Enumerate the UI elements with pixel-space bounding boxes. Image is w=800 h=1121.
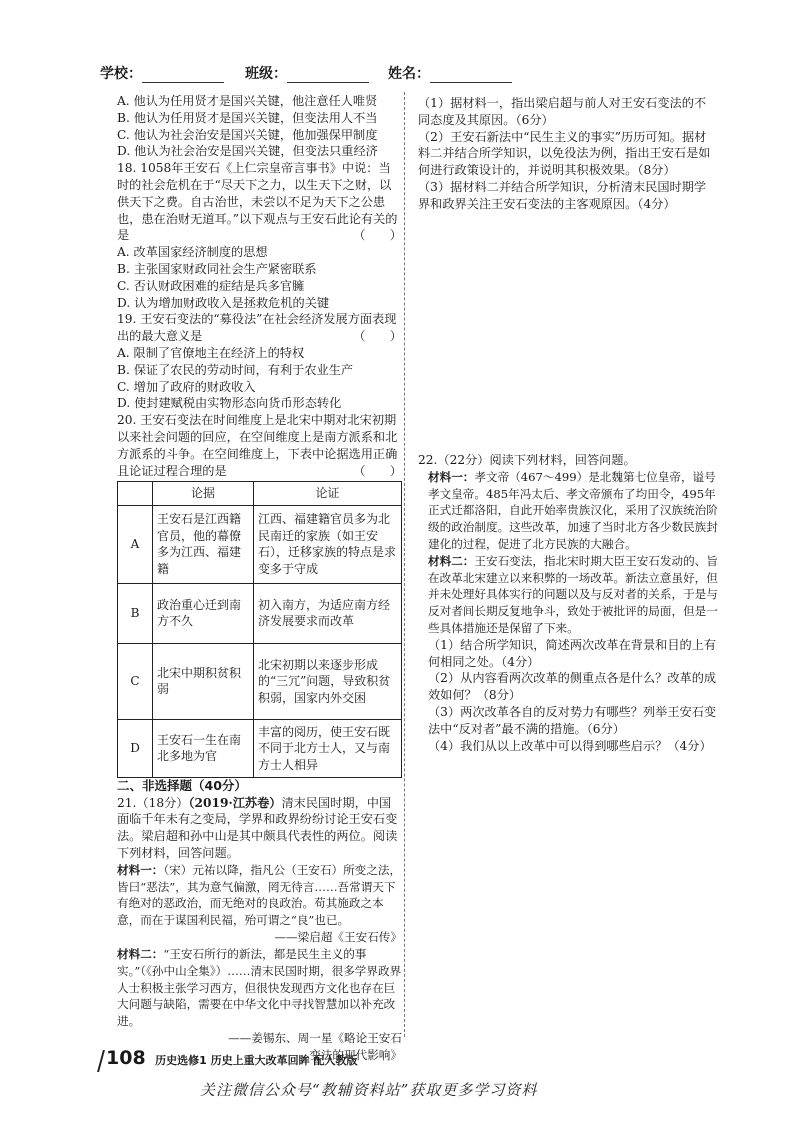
row-basis: 北宋中期积贫积弱 (153, 643, 254, 719)
watermark-text: 关注微信公众号“教辅资料站”获取更多学习资料 (200, 1081, 538, 1099)
q22-subquestion-1: （1）结合所学知识，简述两次改革在背景和目的上有何相同之处。（4分） (428, 637, 717, 669)
q22-material-2 (418, 553, 718, 637)
q20-answer-paren: （ ） (353, 463, 402, 478)
table-header-row (118, 482, 402, 506)
class-blank (287, 66, 369, 83)
question-21 (117, 795, 402, 1064)
q22-subquestion-3: （3）两次改革各自的反对势力有哪些？列举王安石变法中“反对者”最不满的措施。（6分） (428, 704, 717, 736)
student-info-header (100, 63, 720, 85)
q18-stem: 18. 1058年王安石《上仁宗皇帝言事书》中说：当时的社会危机在于“尽天下之力，以生天下之财，以供天下之费。自古治世，未尝以不足为天下之公患也，患在治财无道耳。”以下观点与王安石此论有关的是 (117, 161, 398, 243)
q21-m2-source-line2: 变法的现代影响》 (309, 1047, 402, 1062)
q18-option-d: D. 认为增加财政收入是拯救危机的关键 (117, 295, 330, 310)
row-basis: 王安石一生在南北多地为官 (153, 719, 254, 777)
q21-m2-source-line1: ——姜锡东、周一星《略论王安石 (228, 1030, 402, 1045)
row-key: C (118, 643, 153, 719)
q21-material-2 (117, 946, 402, 1030)
q21-subquestion-3: （3）据材料二并结合所学知识，分析清末民国时期学界和政界关注王安石变法的主客观原因。（4分） (418, 179, 707, 211)
table-header-argument: 论证 (254, 482, 402, 506)
q22-m2-text: 王安石变法，指北宋时期大臣王安石发动的、旨在改革北宋建立以来积弊的一场改革。新法立意虽好，但并未处理好具体实行的问题以及与反对者的关系，于是与反对者间长期反复地争斗，致处于被批评的局面，但是一些具体措施还是保留了下来。 (428, 553, 718, 635)
q21-material-1 (117, 862, 402, 929)
q21-stem: 清末民国时期，中国面临千年未有之变局，学界和政界纷纷讨论王安石变法。梁启超和孙中山是其中颇具代表性的两位。阅读下列材料，回答问题。 (117, 795, 398, 861)
row-key: A (118, 505, 153, 583)
q21-m1-label: 材料一： (117, 862, 164, 877)
q21-m2-text: “王安石所行的新法，都是民生主义的事实。”（《孙中山全集》）……清末民国时期，很多学界政界人士积极主张学习西方，但很快发现西方文化也存在巨大问题与缺陷，需要在中华文化中寻找智慧加以补充改进。 (117, 947, 402, 1029)
q22-m1-label: 材料一： (428, 469, 475, 484)
left-column (117, 93, 402, 1064)
row-argument: 初入南方，为适应南方经济发展要求而改革 (254, 583, 402, 643)
footer-slash (97, 1050, 105, 1072)
q22-lead: 22.（22分）阅读下列材料，回答问题。 (418, 453, 636, 467)
footer-book-title: 历史选修1 历史上重大改革回眸 配人教版 (155, 1054, 358, 1067)
name-blank (430, 66, 512, 83)
q17-option-d: D. 他认为社会治安是国兴关键，但变法只重经济 (117, 144, 378, 159)
page-footer (100, 1047, 357, 1072)
name-field (388, 63, 512, 83)
question-20 (117, 412, 402, 778)
q17-option-a: A. 他认为任用贤才是国兴关键，他注意任人唯贤 (117, 94, 378, 108)
q21-subquestion-2: （2）王安石新法中“民生主义的事实”历历可知。据材料二并结合所学知识，以免役法为例，指出王安石是如何进行政策设计的，并说明其积极效果。（8分） (418, 129, 711, 178)
page-number: 108 (106, 1047, 146, 1069)
q19-option-b: B. 保证了农民的劳动时间，有利于农业生产 (117, 362, 354, 377)
q21-m2-label: 材料二： (117, 947, 164, 961)
section-title-nonchoice: 二、非选择题（40分） (117, 777, 247, 793)
q21-m1-text: （宋）元祐以降，指凡公（王安石）所变之法，皆曰“恶法”，其为意气偏激，罔无待言……吾常谓天下有绝对的恶政治，而无绝对的良政治。苟其施政之本意，而在于谋国利民福，殆可谓之“良”也已。 (117, 862, 402, 928)
q18-option-b: B. 主张国家财政同社会生产紧密联系 (117, 261, 317, 276)
row-argument: 北宋初期以来逐步形成的“三冗”问题，导致积贫积弱，国家内外交困 (254, 643, 402, 719)
row-basis: 王安石是江西籍官员，他的幕僚多为江西、福建籍 (153, 505, 254, 583)
q22-subquestion-2: （2）从内容看两次改革的侧重点各是什么？改革的成效如何？（8分） (428, 671, 717, 703)
q18-option-a: A. 改革国家经济制度的思想 (117, 245, 268, 260)
q21-source: （2019·江苏卷） (188, 795, 282, 810)
q19-stem: 19. 王安石变法的“募役法”在社会经济发展方面表现出的最大意义是 (117, 312, 397, 344)
q19-option-d: D. 使封建赋税由实物形态向货币形态转化 (117, 396, 342, 411)
q22-subquestion-4: （4）我们从以上改革中可以得到哪些启示？（4分） (428, 738, 712, 753)
row-argument: 丰富的阅历，使王安石既不同于北方士人，又与南方士人相异 (254, 719, 402, 777)
table-row (118, 719, 402, 777)
question-19 (117, 311, 402, 412)
school-field (100, 63, 224, 83)
q22-m1-text: 孝文帝（467～499）是北魏第七位皇帝，谥号孝文皇帝。485年冯太后、孝文帝颁布了均田令，495年正式迁都洛阳，自此开始率贵族汉化，采用了汉族统治阶级的政治制度。这些改革，加速了当时北方各少数民族封建化的过程，促进了北方民族的大融合。 (428, 469, 718, 551)
table-header-basis: 论据 (153, 482, 254, 506)
q22-m2-label: 材料二： (428, 553, 475, 568)
q20-stem: 20. 王安石变法在时间维度上是北宋中期对北宋初期以来社会问题的回应，在空间维度上是南方派系和北方派系的斗争。在空间维度上，下表中论据选用正确且论证过程合理的是 (117, 413, 398, 478)
q19-answer-paren: （ ） (353, 329, 402, 344)
q19-option-c: C. 增加了政府的财政收入 (117, 379, 256, 394)
question-22 (418, 452, 718, 754)
q17-option-b: B. 他认为任用贤才是国兴关键，但变法用人不当 (117, 110, 378, 125)
table-row (118, 583, 402, 643)
row-basis: 政治重心迁到南方不久 (153, 583, 254, 643)
table-row (118, 643, 402, 719)
school-label: 学校： (100, 66, 142, 82)
question-18 (117, 160, 402, 311)
right-column (418, 95, 718, 213)
q22-material-1 (418, 469, 718, 553)
column-divider (404, 92, 405, 1037)
q21-lead: 21.（18分） (117, 795, 189, 810)
q18-answer-paren: （ ） (353, 228, 402, 243)
table-row (118, 505, 402, 583)
q19-option-a: A. 限制了官僚地主在经济上的特权 (117, 345, 305, 360)
q18-option-c: C. 否认财政困难的症结是兵多官臃 (117, 278, 305, 293)
q21-subquestion-1: （1）据材料一，指出梁启超与前人对王安石变法的不同态度及其原因。（6分） (418, 96, 707, 127)
class-label: 班级： (245, 66, 287, 82)
row-key: B (118, 583, 153, 643)
name-label: 姓名： (388, 66, 430, 82)
school-blank (142, 66, 224, 83)
q20-table (117, 481, 402, 778)
class-field (245, 63, 369, 83)
q21-m1-source: ——梁启超《王安石传》 (274, 930, 402, 944)
row-argument: 江西、福建籍官员多为北民南迁的家族（如王安石），迁移家族的特点是求变多于守成 (254, 505, 402, 583)
table-header-key (118, 482, 153, 506)
row-key: D (118, 719, 153, 777)
q17-option-c: C. 他认为社会治安是国兴关键，他加强保甲制度 (117, 127, 378, 142)
